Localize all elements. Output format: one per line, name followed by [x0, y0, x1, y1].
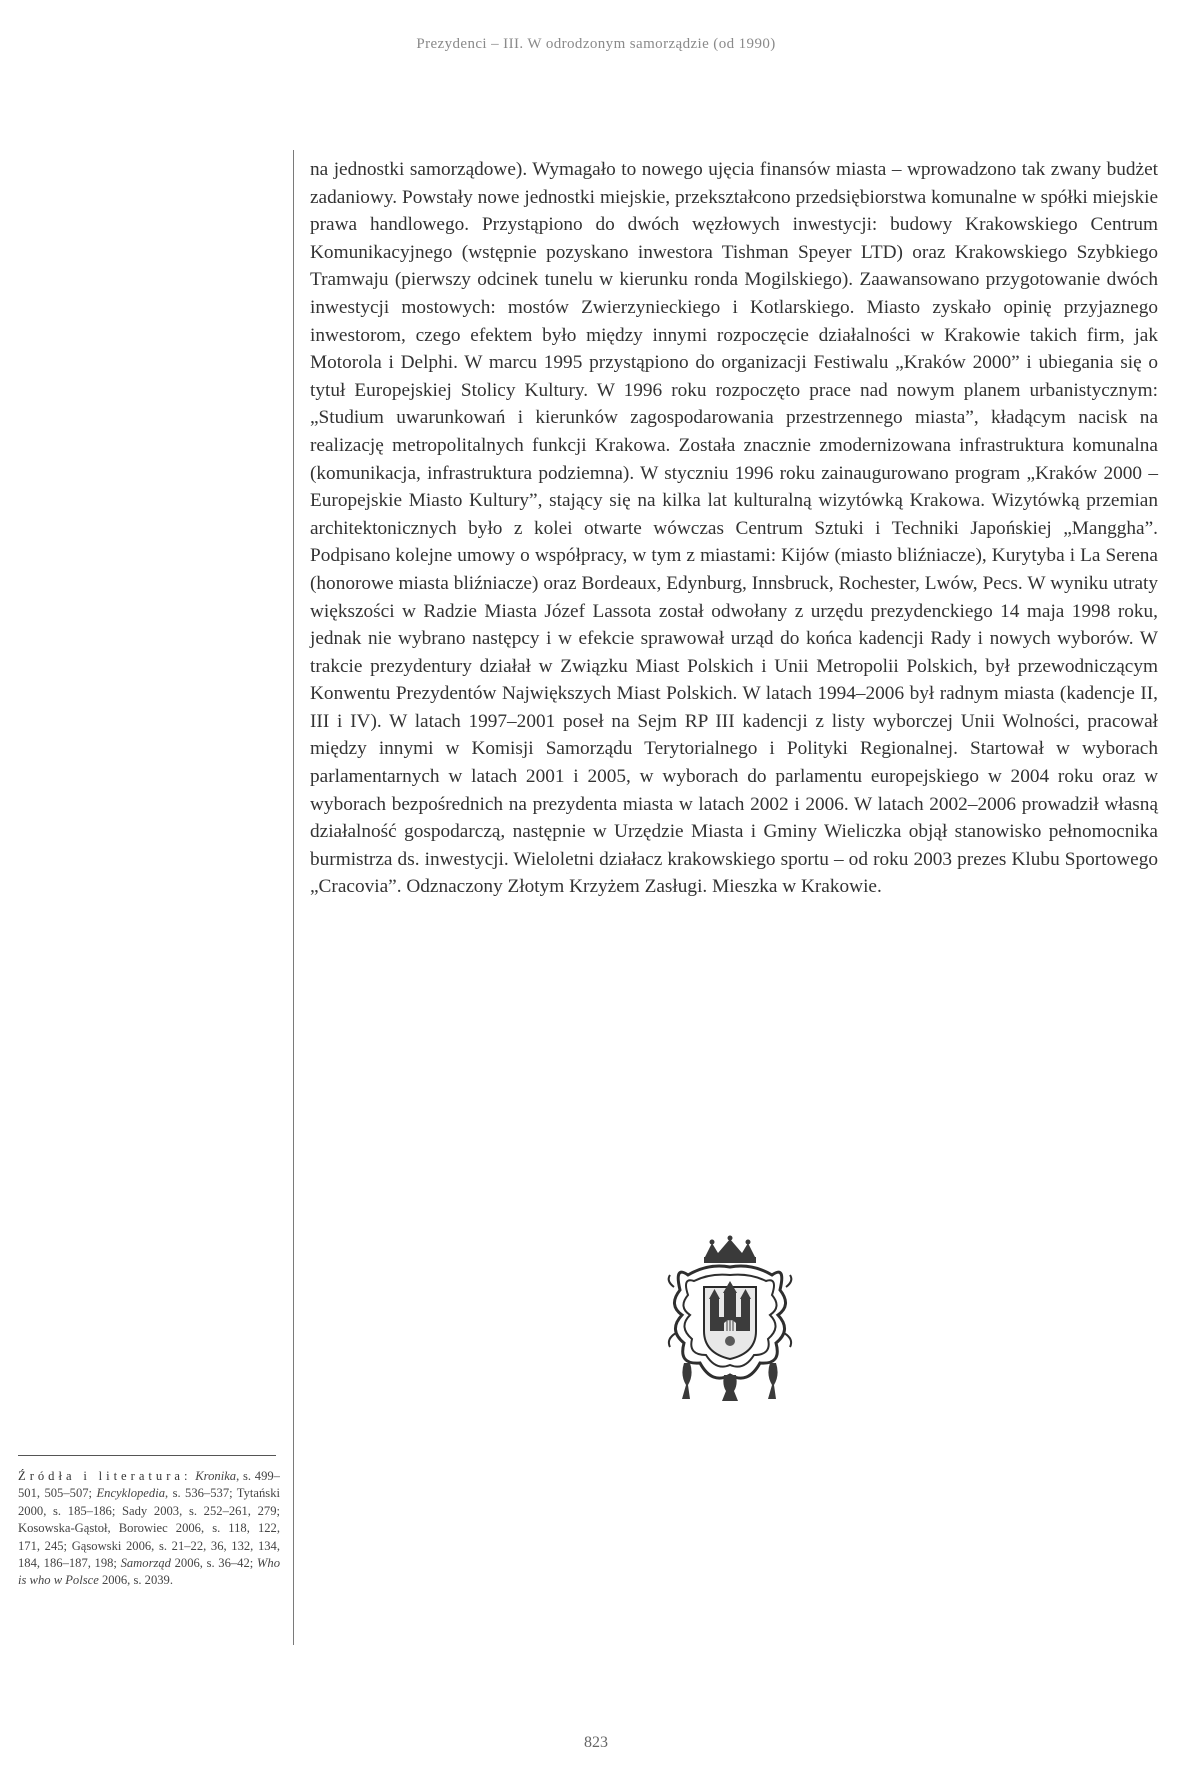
sources-text: , s. 536–537; Tytański 2000, s. 185–186; Sady 2003, s. 252–261, 279; Kosowska-Gąstoł, Borowiec 2006, s. 118, 122, 171, 245; Gąsowski 2006, s. 21–22, 36, 132, 134, 184, 186–187, 198;	[18, 1486, 280, 1571]
crown-icon	[704, 1236, 756, 1264]
page-number: 823	[584, 1734, 608, 1751]
sources-text: , s. 499–501, 505–507;	[18, 1469, 280, 1501]
sources-title: Kronika	[195, 1469, 237, 1483]
krakow-coat-of-arms-icon	[660, 1235, 800, 1405]
main-body-text: na jednostki samorządowe). Wymagało to nowego ujęcia finansów miasta – wprowadzono tak zwany budżet zadaniowy. Powstały nowe jednostki miejskie, przekształcono przedsiębiorstwa komunalne w spółki miejskie prawa handlowego. Przystąpiono do dwóch węzłowych inwestycji: budowy Krakowskiego Centrum Komunikacyjnego (wstępnie pozyskano inwestora Tishman Speyer LTD) oraz Krakowskiego Szybkiego Tramwaju (pierwszy odcinek tunelu w kierunku ronda Mogilskiego). Zaawansowano przygotowanie dwóch inwestycji mostowych: mostów Zwierzynieckiego i Kotlarskiego. Miasto zyskało opinię przyjaznego inwestorom, czego efektem było między innymi rozpoczęcie działalności w Krakowie takich firm, jak Motorola i Delphi. W marcu 1995 przystąpiono do organizacji Festiwalu „Kraków 2000” i ubiegania się o tytuł Europejskiej Stolicy Kultury. W 1996 roku rozpoczęto prace nad nowym planem urbanistycznym: „Studium uwarunkowań i kierunków zagospodarowania przestrzennego miasta”, kładącym nacisk na realizację metropolitalnych funkcji Krakowa. Została znacznie zmodernizowana infrastruktura komunalna (komunikacja, infrastruktura podziemna). W styczniu 1996 roku zainaugurowano program „Kraków 2000 – Europejskie Miasto Kultury”, stający się na kilka lat kulturalną wizytówką Krakowa. Wizytówką przemian architektonicznych było z kolei otwarte wówczas Centrum Sztuki i Techniki Japońskiej „Manggha”. Podpisano kolejne umowy o współpracy, w tym z miastami: Kijów (miasto bliźniacze), Kurytyba i La Serena (honorowe miasta bliźniacze) oraz Bordeaux, Edynburg, Innsbruck, Rochester, Lwów, Pecs. W wyniku utraty większości w Radzie Miasta Józef Lassota został odwołany z urzędu prezydenckiego 14 maja 1998 roku, jednak nie wybrano następcy i w efekcie sprawował urząd do końca kadencji Rady i nowych wyborów. W trakcie prezydentury działał w Związku Miast Polskich i Unii Metropolii Polskich, był przewodniczącym Konwentu Prezydentów Największych Miast Polskich. W latach 1994–2006 był radnym miasta (kadencje II, III i IV). W latach 1997–2001 poseł na Sejm RP III kadencji z listy wyborczej Unii Wolności, pracował między innymi w Komisji Samorządu Terytorialnego i Polityki Regionalnej. Startował w wyborach parlamentarnych w latach 2001 i 2005, w wyborach do parlamentu europejskiego w 2004 roku oraz w wyborach bezpośrednich na prezydenta miasta w latach 2002 i 2006. W latach 2002–2006 prowadził własną działalność gospodarczą, następnie w Urzędzie Miasta i Gminy Wieliczka objął stanowisko pełnomocnika burmistrza ds. inwestycji. Wieloletni działacz krakowskiego sportu – od roku 2003 prezes Klubu Sportowego „Cracovia”. Odznaczony Złotym Krzyżem Zasługi. Mieszka w Krakowie.	[310, 159, 1158, 898]
running-header: Prezydenci – III. W odrodzonym samorządzie (od 1990)	[416, 36, 776, 52]
tassels	[682, 1363, 778, 1401]
sources-text: 2006, s. 2039.	[98, 1573, 173, 1588]
sources-divider	[18, 1455, 276, 1456]
eagle-crest	[725, 1336, 735, 1346]
sources-title: Samorząd	[120, 1556, 171, 1571]
sources-block	[18, 1468, 280, 1590]
sources-title: Encyklopedia	[96, 1486, 165, 1501]
sources-title: Who is who w Polsce	[18, 1556, 280, 1588]
sources-heading: Źródła i literatura:	[18, 1469, 192, 1483]
column-divider	[293, 150, 294, 1645]
sources-text: 2006, s. 36–42;	[170, 1556, 257, 1571]
